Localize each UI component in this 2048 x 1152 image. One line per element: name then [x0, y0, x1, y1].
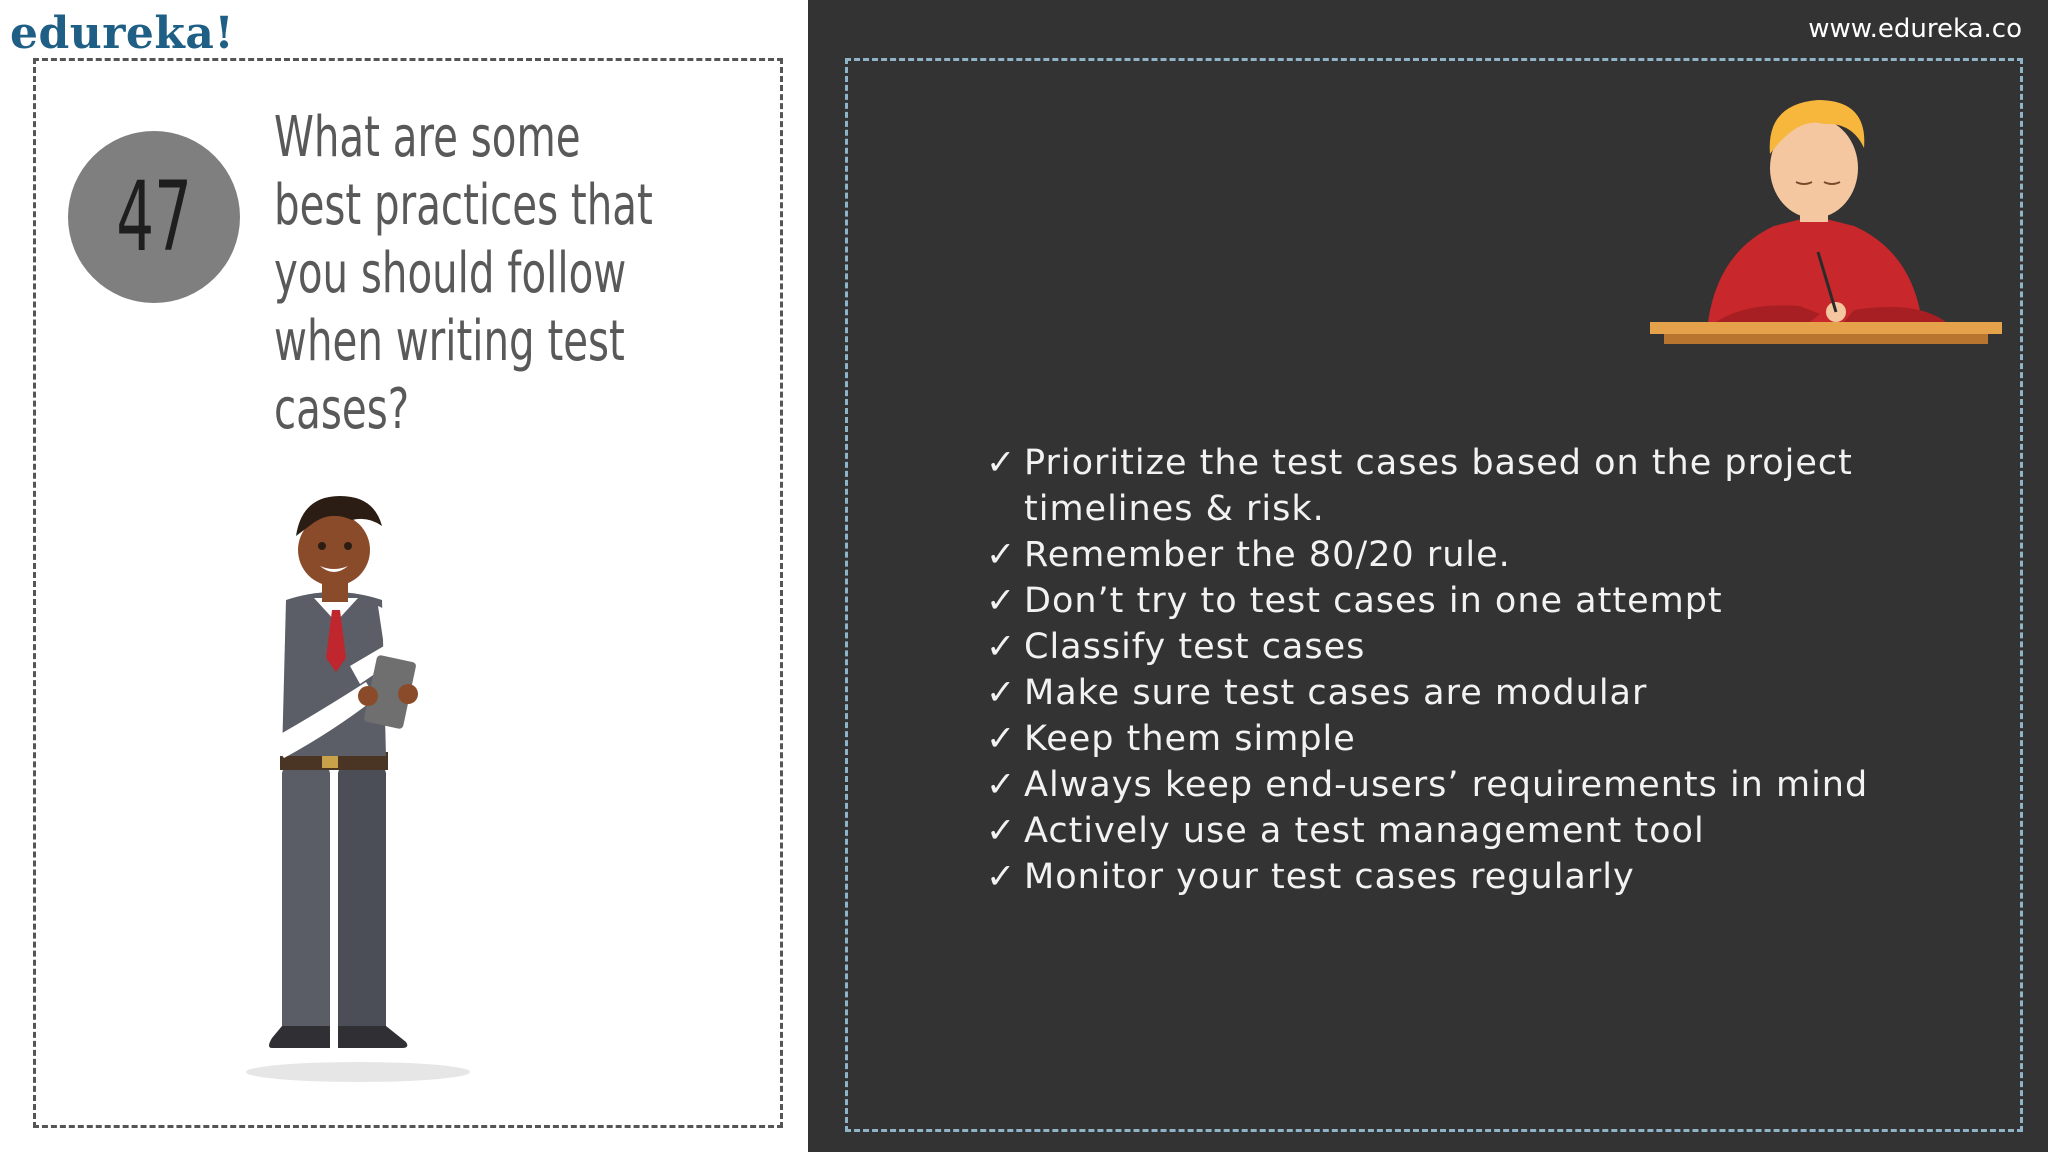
- website-url: www.edureka.co: [1808, 14, 2022, 44]
- check-icon: ✓: [986, 857, 1017, 897]
- check-icon: ✓: [986, 627, 1017, 667]
- question-number-badge: [68, 131, 240, 303]
- list-item-text: Monitor your test cases regularly: [1024, 857, 1635, 897]
- list-item: [986, 670, 1886, 716]
- list-item: [986, 716, 1886, 762]
- check-icon: ✓: [986, 811, 1017, 851]
- edureka-logo: edureka!: [10, 8, 235, 59]
- check-icon: ✓: [986, 719, 1017, 759]
- list-item: [986, 762, 1886, 808]
- list-item-text: Make sure test cases are modular: [1024, 673, 1648, 713]
- list-item-text: Don’t try to test cases in one attempt: [1024, 581, 1723, 621]
- list-item: [986, 532, 1886, 578]
- presenter-illustration: [230, 470, 500, 1090]
- check-icon: ✓: [986, 765, 1017, 805]
- list-item: [986, 808, 1886, 854]
- list-item-text: Keep them simple: [1024, 719, 1356, 759]
- list-item: [986, 578, 1886, 624]
- question-number: 47: [116, 161, 192, 273]
- best-practices-list: [986, 440, 1886, 900]
- check-icon: ✓: [986, 443, 1017, 483]
- question-text: What are some best practices that you should follow when writing test cases?: [274, 105, 653, 442]
- right-panel: [808, 0, 2048, 1152]
- list-item-text: Remember the 80/20 rule.: [1024, 535, 1511, 575]
- list-item-text: Classify test cases: [1024, 627, 1366, 667]
- check-icon: ✓: [986, 673, 1017, 713]
- check-icon: ✓: [986, 535, 1017, 575]
- list-item-text: Prioritize the test cases based on the project timelines & risk.: [1024, 443, 1853, 529]
- list-item: [986, 440, 1886, 532]
- list-item: [986, 854, 1886, 900]
- list-item-text: Always keep end-users’ requirements in mind: [1024, 765, 1869, 805]
- list-item-text: Actively use a test management tool: [1024, 811, 1705, 851]
- check-icon: ✓: [986, 581, 1017, 621]
- list-item: [986, 624, 1886, 670]
- writing-student-illustration: [1646, 90, 2006, 360]
- left-panel: [0, 0, 808, 1152]
